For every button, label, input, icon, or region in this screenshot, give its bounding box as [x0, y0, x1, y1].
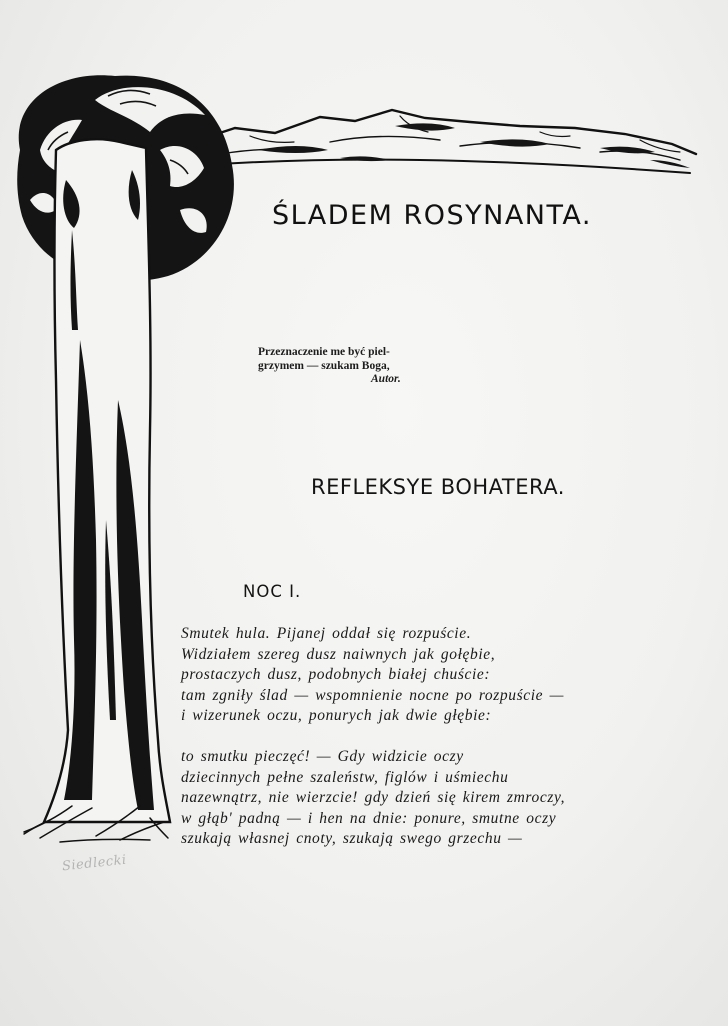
poem-line: to smutku pieczęć! — Gdy widzicie oczy — [181, 747, 464, 765]
poem-line: prostaczych dusz, podobnych białej chuście: — [181, 666, 491, 684]
page-title: ŚLADEM ROSYNANTA. — [272, 200, 592, 231]
section-heading: NOC I. — [243, 582, 302, 601]
stanza — [181, 624, 565, 727]
poem-line: Widziałem szereg dusz naiwnych jak gołębie, — [181, 645, 496, 663]
artist-signature: Siedlecki — [61, 852, 128, 875]
stanza — [181, 747, 565, 850]
poem-line: dziecinnych pełne szaleństw, figlów i uśmiechu — [181, 768, 509, 786]
poem — [181, 624, 565, 870]
epigraph-line: grzymem — szukam Boga, — [258, 359, 390, 372]
poem-line: szukają własnej cnoty, szukają swego grzechu — — [181, 830, 523, 848]
epigraph-author: Autor. — [371, 373, 401, 385]
poem-line: w głąb' padną — i hen na dnie: ponure, smutne oczy — [181, 809, 557, 827]
poem-line: tam zgniły ślad — wspomnienie nocne po rozpuście — — [181, 686, 564, 704]
chapter-title: REFLEKSYE BOHATERA. — [311, 475, 565, 499]
epigraph-line: Przeznaczenie me być piel- — [258, 346, 390, 358]
epigraph — [258, 346, 401, 387]
poem-line: i wizerunek oczu, ponurych jak dwie głębie: — [181, 707, 492, 725]
poem-line: Smutek hula. Pijanej oddał się rozpuście. — [181, 625, 472, 642]
poem-line: nazewnątrz, nie wierzcie! gdy dzień się kirem zmroczy, — [181, 789, 566, 807]
mountain-landscape — [180, 110, 696, 173]
